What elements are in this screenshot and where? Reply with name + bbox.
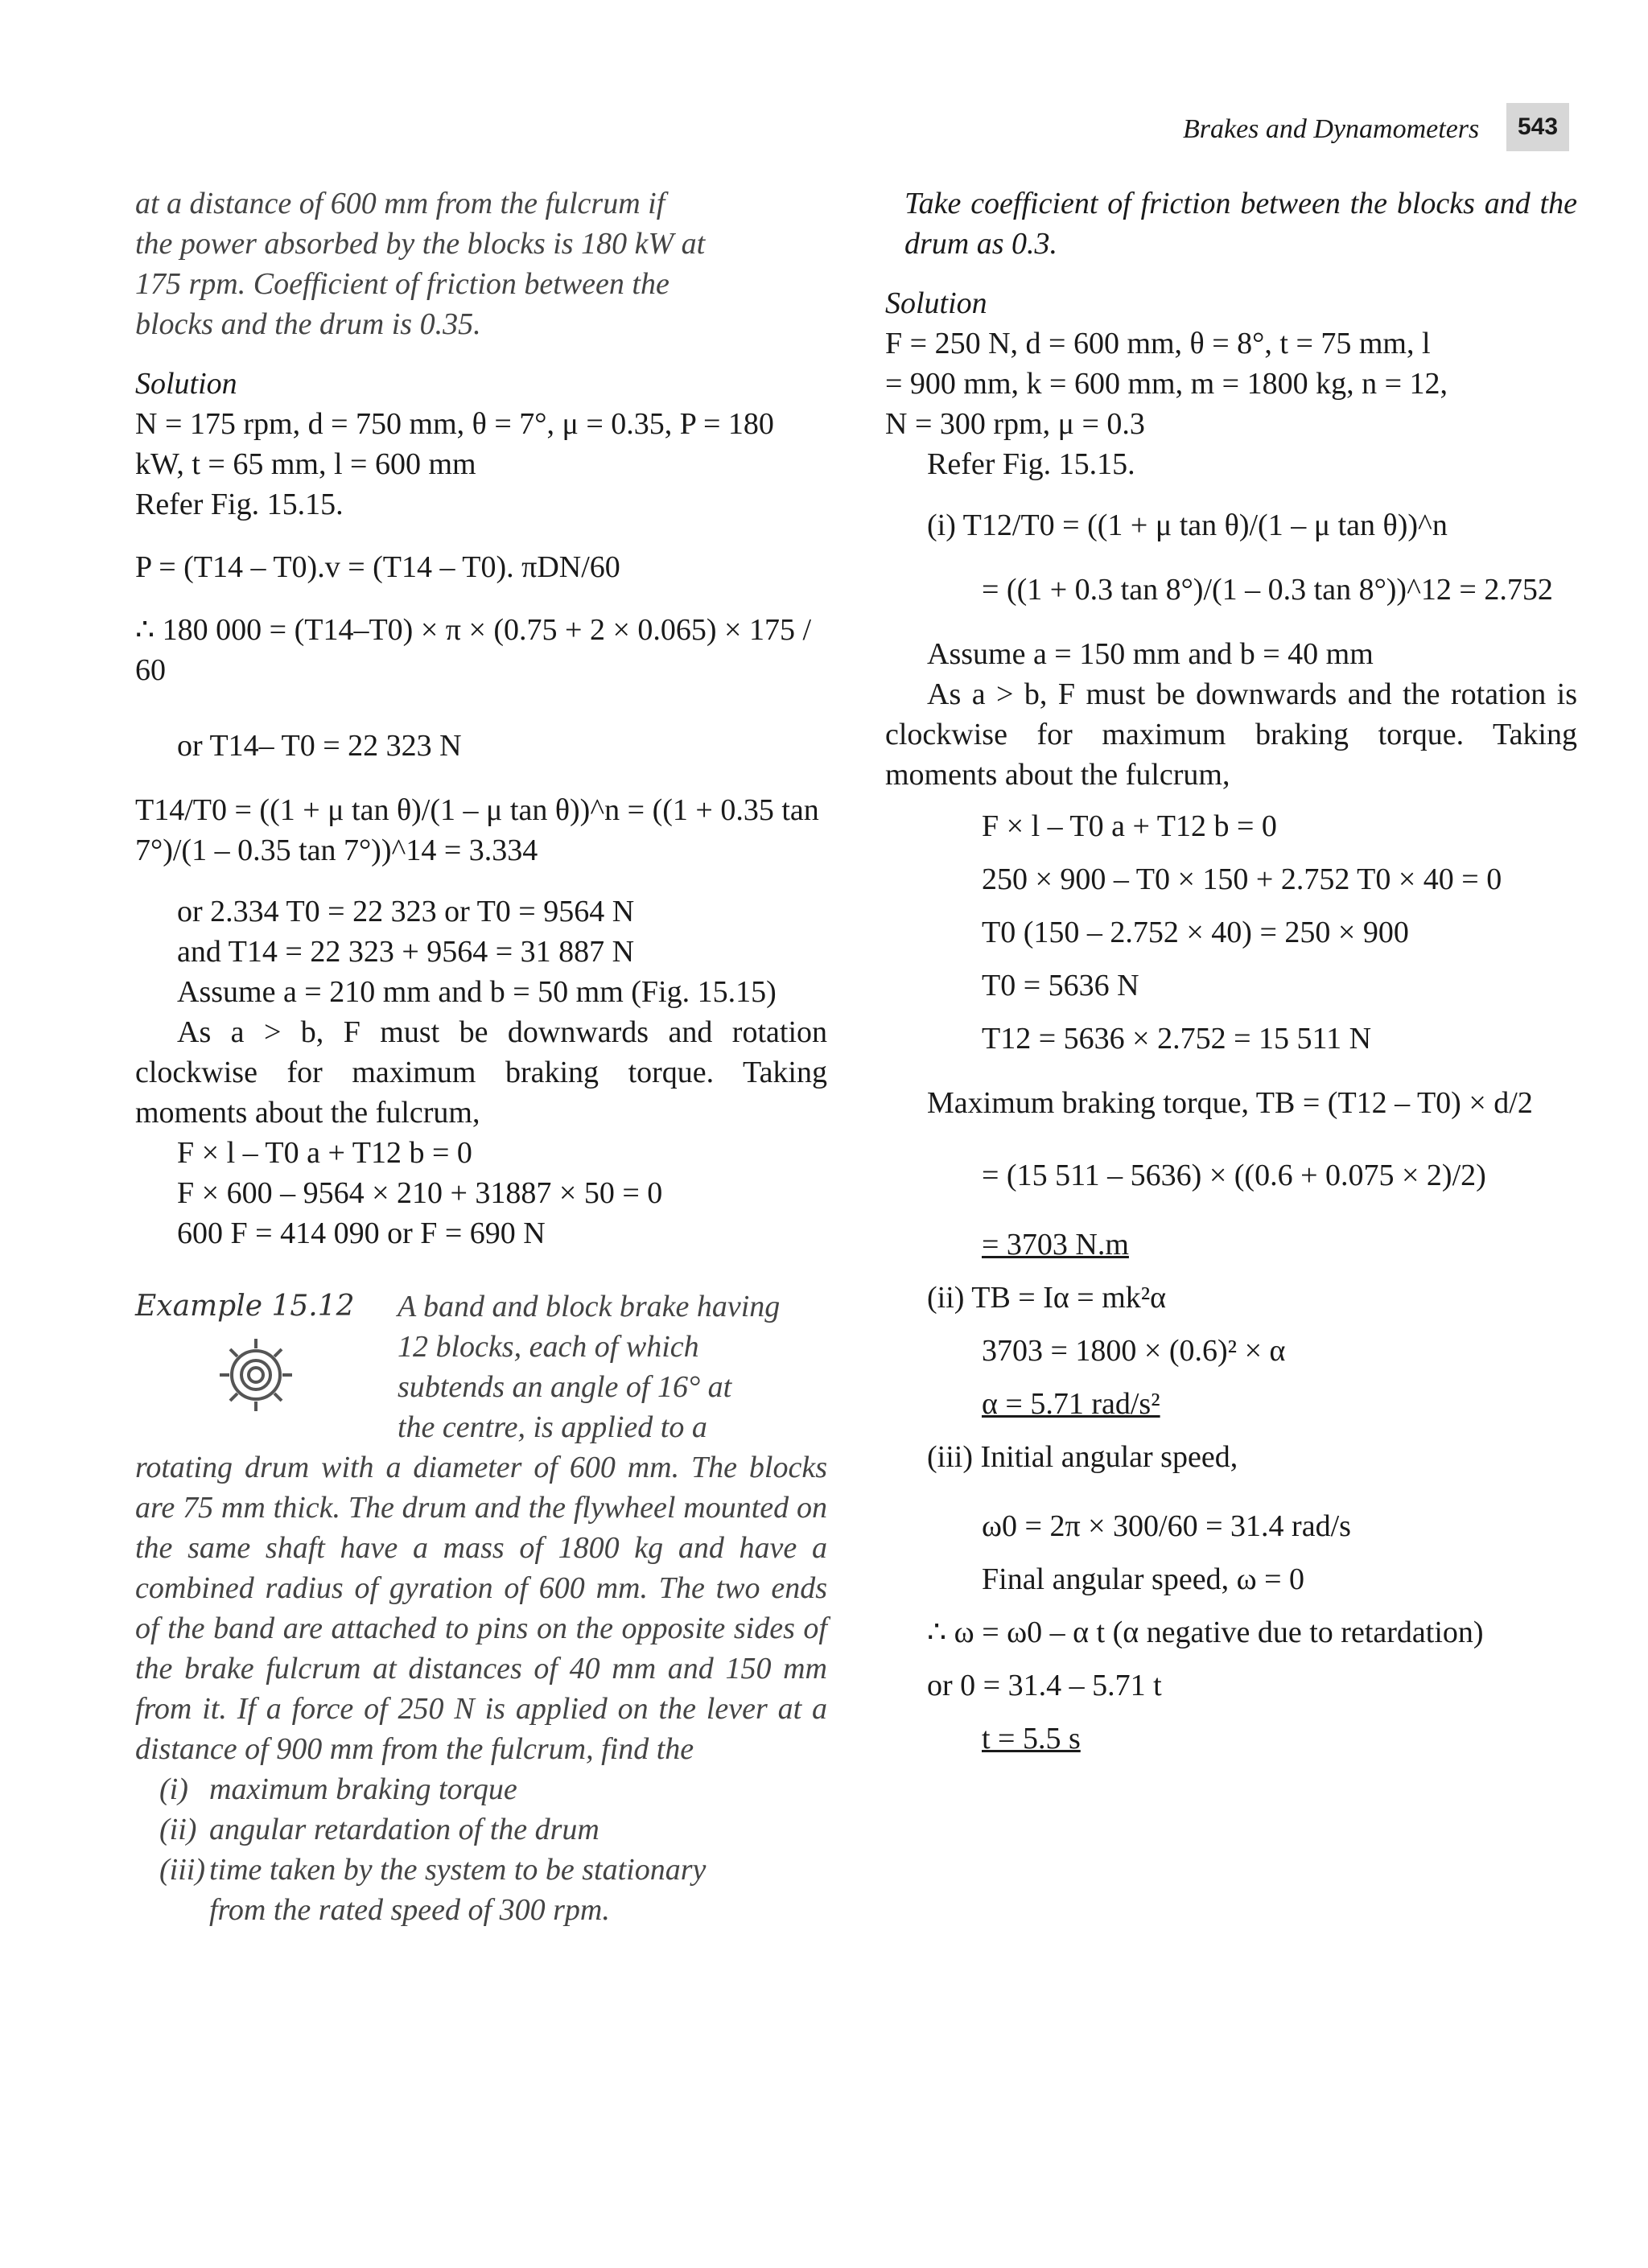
question-line: blocks and the drum is 0.35.: [135, 307, 481, 341]
question-line: the power absorbed by the blocks is 180 kW at: [135, 227, 706, 261]
list-item: [159, 1809, 827, 1850]
torque-equation: = (15 511 – 5636) × ((0.6 + 0.075 × 2)/2): [982, 1159, 1486, 1192]
equation: or 2.334 T0 = 22 323 or T0 = 9564 N: [177, 895, 635, 928]
item-text: maximum braking torque: [209, 1772, 517, 1806]
part-iii: ω0 = 2π × 300/60 = 31.4 rad/s: [982, 1509, 1351, 1543]
paragraph: As a > b, F must be downwards and the rotation is clockwise for maximum braking torque. Taking moments about the fulcrum,: [885, 677, 1577, 792]
right-column: [885, 183, 1577, 1759]
item-text: time taken by the system to be stationary: [209, 1853, 707, 1887]
part-iii: ∴ ω = ω0 – α t (α negative due to retardation): [927, 1616, 1484, 1649]
moment-equation: T0 (150 – 2.752 × 40) = 250 × 900: [982, 916, 1409, 949]
given-line: N = 175 rpm, d = 750 mm, θ = 7°, μ = 0.35, P = 180: [135, 407, 774, 441]
item-number: (ii): [159, 1813, 197, 1846]
given-line: N = 300 rpm, μ = 0.3: [885, 407, 1145, 441]
part-ii: 3703 = 1800 × (0.6)² × α: [982, 1334, 1286, 1368]
paragraph: As a > b, F must be downwards and rotation clockwise for maximum braking torque. Taking moments about the fulcrum,: [135, 1015, 827, 1130]
part-iii-result: t = 5.5 s: [982, 1722, 1081, 1756]
part-ii-result: α = 5.71 rad/s²: [982, 1387, 1160, 1421]
question-line: 175 rpm. Coefficient of friction between the: [135, 267, 670, 301]
running-header: Brakes and Dynamometers: [1183, 114, 1480, 144]
equation: ∴ 180 000 = (T14–T0) × π × (0.75 + 2 × 0.065) × 175 / 60: [135, 613, 812, 687]
example-line: the centre, is applied to a: [398, 1410, 707, 1444]
part-iii: Final angular speed, ω = 0: [982, 1562, 1305, 1596]
moment-equation: T0 = 5636 N: [982, 969, 1139, 1002]
page-number: 543: [1506, 103, 1569, 151]
torque-equation: Maximum braking torque, TB = (T12 – T0) × d/2: [927, 1086, 1533, 1120]
refer-line: Refer Fig. 15.15.: [927, 447, 1135, 481]
solution-heading: Solution: [885, 286, 987, 320]
item-text: angular retardation of the drum: [209, 1813, 599, 1846]
item-continuation: from the rated speed of 300 rpm.: [209, 1893, 610, 1927]
moment-equation: T12 = 5636 × 2.752 = 15 511 N: [982, 1022, 1372, 1056]
solution-heading: Solution: [135, 367, 237, 401]
example-line: subtends an angle of 16° at: [398, 1370, 732, 1404]
example-line: 12 blocks, each of which: [398, 1330, 699, 1364]
moment-equation: 250 × 900 – T0 × 150 + 2.752 T0 × 40 = 0: [982, 862, 1502, 896]
equation: P = (T14 – T0).v = (T14 – T0). πDN/60: [135, 550, 620, 584]
item-number: (i): [159, 1772, 188, 1806]
example-items: [135, 1769, 827, 1930]
list-item: [159, 1850, 827, 1890]
item-number: (iii): [159, 1853, 205, 1887]
part-ii: (ii) TB = Iα = mk²α: [927, 1281, 1167, 1315]
given-line: = 900 mm, k = 600 mm, m = 1800 kg, n = 12,: [885, 367, 1448, 401]
torque-result: = 3703 N.m: [982, 1228, 1129, 1262]
given-line: F = 250 N, d = 600 mm, θ = 8°, t = 75 mm, l: [885, 327, 1431, 360]
left-column: [135, 183, 827, 1930]
equation: or T14– T0 = 22 323 N: [177, 729, 462, 763]
list-item: [159, 1769, 827, 1809]
moment-equation: 600 F = 414 090 or F = 690 N: [177, 1216, 546, 1250]
equation: (i) T12/T0 = ((1 + μ tan θ)/(1 – μ tan θ))^n: [927, 508, 1448, 542]
example-block: [135, 1286, 827, 1930]
example-text: rotating drum with a diameter of 600 mm. The blocks are 75 mm thick. The drum and the flywheel mounted on the same shaft have a mass of 1800 kg and have a combined radius of gyration of 600 mm. The two ends of the band are attached to pins on the opposite sides of the brake fulcrum at distances of 40 mm and 150 mm from it. If a force of 250 N is applied on the lever at a distance of 900 mm from the fulcrum, find the: [135, 1451, 827, 1766]
example-line: A band and block brake having: [398, 1290, 781, 1323]
moment-equation: F × l – T0 a + T12 b = 0: [177, 1136, 472, 1170]
moment-equation: F × l – T0 a + T12 b = 0: [982, 809, 1277, 843]
given-line: kW, t = 65 mm, l = 600 mm: [135, 447, 476, 481]
equation: Assume a = 150 mm and b = 40 mm: [927, 637, 1374, 671]
question-end: Take coefficient of friction between the blocks and the drum as 0.3.: [904, 187, 1577, 261]
part-iii: (iii) Initial angular speed,: [927, 1440, 1238, 1474]
part-iii: or 0 = 31.4 – 5.71 t: [927, 1669, 1162, 1702]
equation: = ((1 + 0.3 tan 8°)/(1 – 0.3 tan 8°))^12 = 2.752: [982, 573, 1553, 607]
example-title: Example 15.12: [135, 1290, 355, 1323]
question-continuation: [135, 183, 827, 344]
given-line: Refer Fig. 15.15.: [135, 488, 344, 521]
equation: T14/T0 = ((1 + μ tan θ)/(1 – μ tan θ))^n = ((1 + 0.35 tan 7°)/(1 – 0.35 tan 7°))^14 = 3.334: [135, 793, 819, 867]
equation: Assume a = 210 mm and b = 50 mm (Fig. 15.15): [177, 975, 777, 1009]
gear-icon: [208, 1331, 304, 1419]
equation: and T14 = 22 323 + 9564 = 31 887 N: [177, 935, 635, 969]
question-line: at a distance of 600 mm from the fulcrum if: [135, 187, 665, 220]
moment-equation: F × 600 – 9564 × 210 + 31887 × 50 = 0: [177, 1176, 663, 1210]
